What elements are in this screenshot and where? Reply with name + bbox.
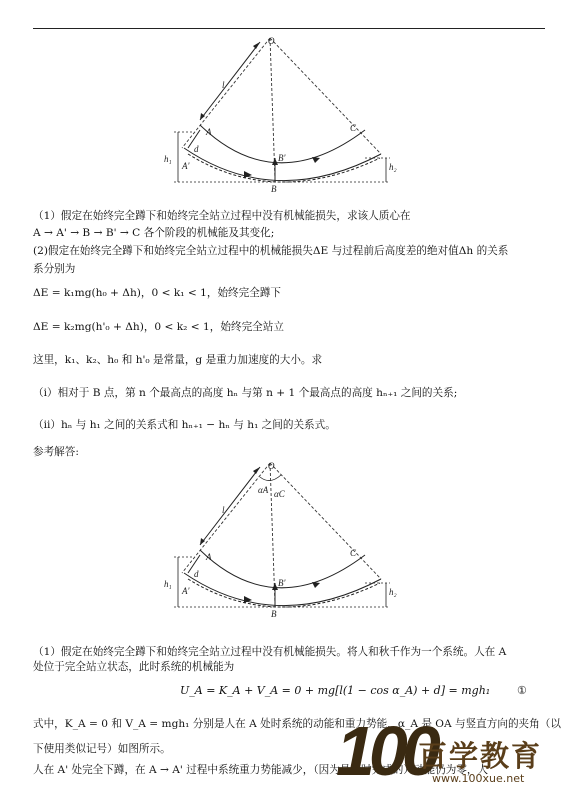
label-O: O — [268, 36, 275, 46]
energy-equation: U_A = K_A + V_A = 0 + mg[l(1 − cos α_A) + d] = mgh₁ — [180, 684, 491, 697]
label-B-prime: B' — [278, 153, 286, 163]
label-A-prime: A' — [182, 161, 190, 171]
constants-note: 这里，k₁、k₂、h₀ 和 h'₀ 是常量，g 是重力加速度的大小。求 — [33, 354, 323, 366]
solution-line5: 人在 A' 处完全下蹲，在 A → A' 过程中系统重力势能减少，（因为是瞬时完成的）动能仍为零，人 — [33, 764, 489, 776]
label-h2: h₂ — [389, 162, 397, 172]
solution-line2: 处位于完全站立状态，此时系统的机械能为 — [33, 661, 235, 673]
label-B: B — [271, 609, 277, 617]
swing-diagram-2 — [160, 455, 400, 617]
label-B: B — [271, 184, 277, 192]
problem-part1-line1: （1）假定在始终完全蹲下和始终完全站立过程中没有机械能损失，求该人质心在 — [33, 210, 411, 222]
formula-squat: ΔE = k₁mg(h₀ + Δh)，0 < k₁ < 1，始终完全蹲下 — [33, 287, 282, 299]
watermark-logo — [336, 712, 578, 803]
label-l: l — [222, 80, 225, 90]
label-h1: h₁ — [164, 154, 172, 164]
problem-part2-line1: (2)假定在始终完全蹲下和始终完全站立过程中的机械能损失ΔE 与过程前后高度差的绝对值Δh 的关系 — [33, 245, 509, 257]
equation-number: ① — [517, 684, 527, 697]
watermark-cn: 百学教育 — [418, 739, 543, 773]
label-alpha-C: αC — [274, 489, 285, 499]
label-l: l — [222, 505, 225, 515]
question-ii: （ii）hₙ 与 h₁ 之间的关系式和 hₙ₊₁ − hₙ 与 h₁ 之间的关系式。 — [33, 419, 336, 431]
label-d: d — [194, 569, 199, 579]
label-alpha-A: αA — [258, 485, 269, 495]
label-A: A — [206, 552, 212, 562]
label-d: d — [194, 144, 199, 154]
formula-stand: ΔE = k₂mg(h'₀ + Δh)，0 < k₂ < 1，始终完全站立 — [33, 321, 284, 333]
header-rule — [33, 28, 545, 29]
label-O: O — [268, 461, 275, 471]
label-h1: h₁ — [164, 579, 172, 589]
question-i: （i）相对于 B 点，第 n 个最高点的高度 hₙ 与第 n + 1 个最高点的高度 hₙ₊₁ 之间的关系; — [33, 387, 458, 399]
problem-part2-line2: 系分别为 — [33, 263, 76, 275]
reference-heading: 参考解答: — [33, 446, 79, 458]
solution-line4: 下使用类似记号）如图所示。 — [33, 743, 171, 755]
solution-line1: （1）假定在始终完全蹲下和始终完全站立过程中没有机械能损失。将人和秋千作为一个系统。人在 A — [33, 646, 507, 658]
label-A: A — [206, 127, 212, 137]
label-C: C — [350, 123, 357, 133]
label-C: C — [350, 548, 357, 558]
watermark-number: 100 — [336, 712, 435, 790]
label-A-prime: A' — [182, 586, 190, 596]
watermark-url: www.100xue.net — [432, 772, 525, 785]
swing-diagram-1 — [160, 30, 400, 192]
solution-line3: 式中，K_A = 0 和 V_A = mgh₁ 分别是人在 A 处时系统的动能和重力势能，α_A 是 OA 与竖直方向的夹角（以 — [33, 718, 561, 730]
label-B-prime: B' — [278, 578, 286, 588]
problem-part1-line2: A → A' → B → B' → C 各个阶段的机械能及其变化; — [33, 227, 275, 239]
label-h2: h₂ — [389, 587, 397, 597]
